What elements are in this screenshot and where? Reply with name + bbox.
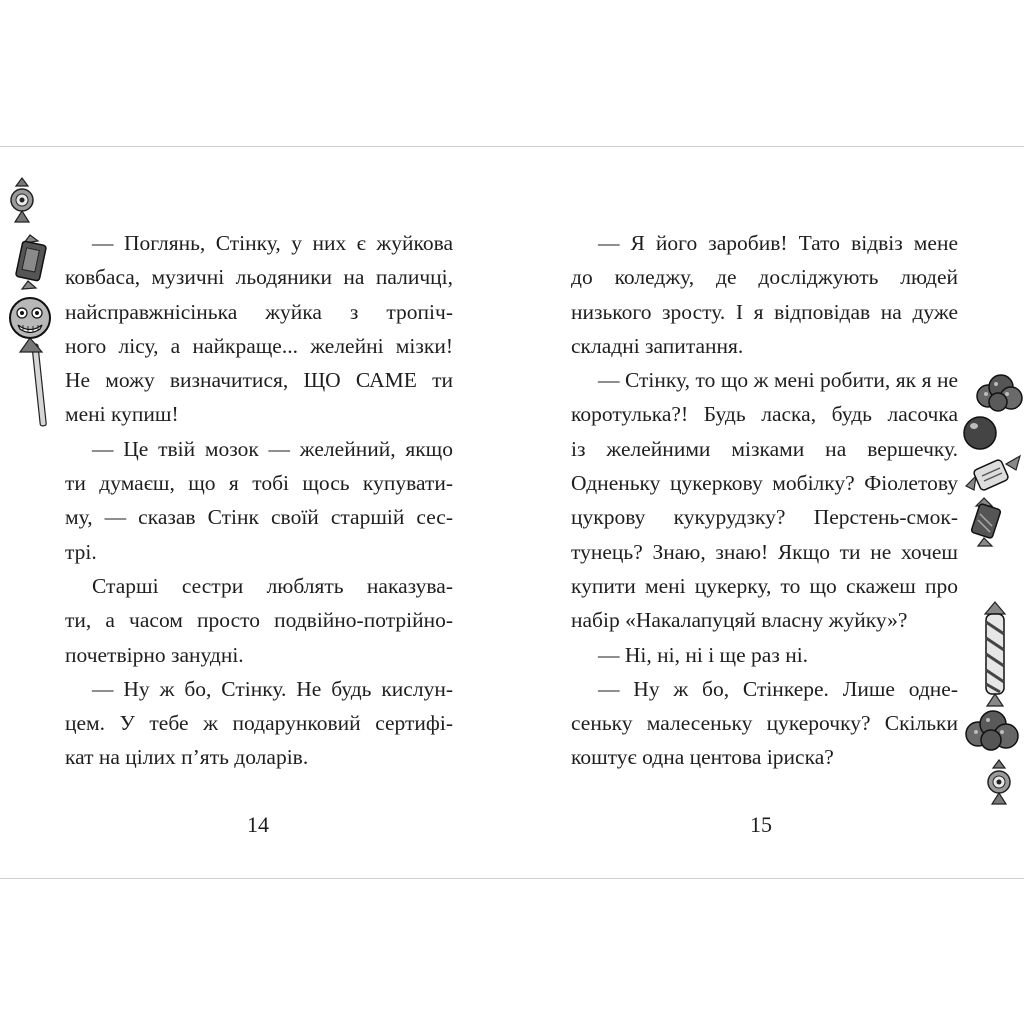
text-line: — Поглянь, Стінку, у них є жуйкова bbox=[92, 231, 453, 255]
text-line: трі. bbox=[65, 539, 97, 564]
gum-cluster-icon bbox=[974, 372, 1024, 414]
text-line: почетвірно занудні. bbox=[65, 642, 244, 667]
text-line: Не можу визначитися, ЩО САМЕ ти bbox=[65, 368, 453, 393]
bottom-divider bbox=[0, 878, 1024, 879]
text-line: — Це твій мозок — желейний, якщо bbox=[92, 436, 453, 461]
text-line: ковбаса, музичні льодяники на паличці, bbox=[65, 265, 453, 290]
text-line: — Я його заробив! Тато відвіз мене bbox=[598, 231, 958, 255]
text-line: коротулька?! Будь ласка, будь ласочка bbox=[571, 402, 958, 427]
text-line: складні запитання. bbox=[571, 333, 744, 358]
text-line: мені купиш! bbox=[65, 402, 179, 427]
text-line: набір «Накалапуцяй власну жуйку»? bbox=[571, 608, 908, 633]
wrapped-candy-icon bbox=[982, 758, 1016, 808]
text-line: до коледжу, де досліджують людей bbox=[571, 265, 958, 290]
text-line: коштує одна центова іриска? bbox=[571, 745, 834, 770]
text-line: низького зросту. І я відповідав на дуже bbox=[571, 299, 958, 324]
text-line: кат на цілих п’ять доларів. bbox=[65, 745, 309, 770]
text-line: Старші сестри люблять наказува- bbox=[92, 573, 453, 598]
text-line: сеньку малесеньку цукерочку? Скільки bbox=[571, 711, 958, 736]
candy-bar-icon bbox=[10, 233, 52, 291]
text-line: — Стінку, то що ж мені робити, як я не bbox=[598, 368, 958, 393]
right-page-text bbox=[571, 226, 958, 775]
wrapped-candy-icon bbox=[962, 452, 1024, 494]
page-number-right: 15 bbox=[750, 812, 772, 837]
gum-cluster-icon bbox=[964, 708, 1020, 754]
lollipop-face-icon bbox=[6, 294, 54, 430]
text-line: — Ну ж бо, Стінку. Не будь кислун- bbox=[92, 676, 453, 701]
candy-bar-icon bbox=[966, 496, 1006, 548]
text-line: — Ну ж бо, Стінкере. Лише одне- bbox=[598, 676, 958, 701]
text-line: тунець? Знаю, знаю! Якщо ти не хочеш bbox=[571, 539, 958, 564]
candy-stick-icon bbox=[978, 600, 1012, 710]
left-page-text bbox=[65, 226, 453, 775]
round-candy-icon bbox=[960, 414, 1000, 452]
text-line: Одненьку цукеркову мобілку? Фіолетову bbox=[571, 471, 958, 496]
text-line: цем. У тебе ж подарунковий сертифі- bbox=[65, 711, 453, 736]
text-line: ного лісу, а найкраще... желейні мізки! bbox=[65, 333, 453, 358]
text-line: ти думаєш, що я тобі щось купувати- bbox=[65, 471, 453, 496]
top-divider bbox=[0, 146, 1024, 147]
text-line: му, — сказав Стінк своїй старшій сес- bbox=[65, 505, 453, 530]
text-line: купити мені цукерку, то що скажеш про bbox=[571, 573, 958, 598]
page-number-left: 14 bbox=[247, 812, 269, 837]
text-line: — Ні, ні, ні і ще раз ні. bbox=[598, 642, 809, 667]
text-line: цукрову кукурудзку? Перстень-смок- bbox=[571, 505, 958, 530]
text-line: найсправжнісінька жуйка з тропіч- bbox=[65, 299, 453, 324]
wrapped-candy-icon bbox=[5, 176, 39, 226]
text-line: ти, а часом просто подвійно-потрійно- bbox=[65, 608, 453, 633]
text-line: із желейними мізками на вершечку. bbox=[571, 436, 958, 461]
